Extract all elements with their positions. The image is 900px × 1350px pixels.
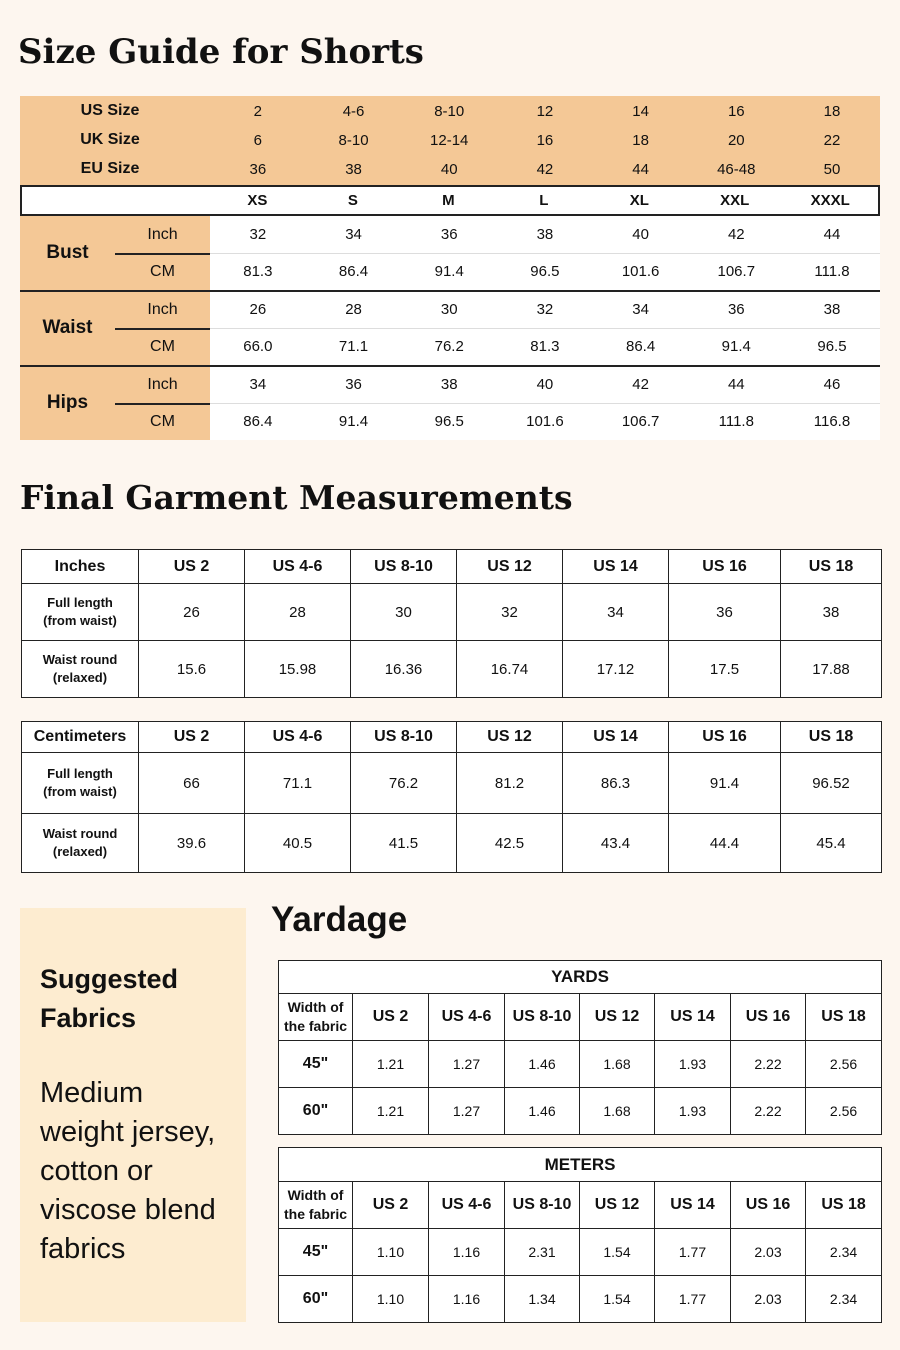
- bust-cm-cell: 106.7: [717, 263, 756, 280]
- uk-size-row: [20, 125, 880, 155]
- size-header: US 12: [580, 994, 655, 1041]
- waist-cm-cell: 91.4: [721, 338, 751, 355]
- table-caption-row: [279, 1148, 882, 1182]
- table-cell: 1.34: [505, 1276, 580, 1323]
- fabrics-text-line: cotton or: [40, 1155, 153, 1187]
- hips-label: Hips: [46, 392, 89, 413]
- table-cell: 1.16: [429, 1276, 505, 1323]
- table-cell: 1.10: [353, 1276, 429, 1323]
- table-cell: 2.56: [806, 1088, 882, 1135]
- yards-caption: YARDS: [279, 961, 882, 994]
- table-cell: 66: [139, 753, 245, 814]
- table-cell: 2.03: [731, 1276, 806, 1323]
- table-cell: 1.21: [353, 1088, 429, 1135]
- table-cell: 42.5: [457, 814, 563, 873]
- eu-size-cell: 44: [632, 160, 649, 178]
- bust-inch-row: [210, 216, 880, 253]
- size-header: US 2: [353, 994, 429, 1041]
- hips-inch-cell: 36: [345, 376, 362, 393]
- size-header: US 4-6: [429, 994, 505, 1041]
- hips-cm-cell: 91.4: [338, 413, 369, 430]
- letter-size-cell: XXL: [720, 192, 750, 209]
- bust-cm-cell: 91.4: [434, 263, 464, 280]
- table-cell: 1.16: [429, 1229, 505, 1276]
- size-header: US 16: [669, 722, 781, 753]
- table-row: [279, 1041, 882, 1088]
- inch-label: Inch: [147, 300, 178, 318]
- waist-inch-cell: 38: [823, 301, 841, 318]
- table-cell: 2.31: [505, 1229, 580, 1276]
- waist-inch-cell: 26: [249, 301, 267, 318]
- eu-size-cell: 38: [345, 160, 362, 178]
- fabrics-text-line: fabrics: [40, 1233, 126, 1265]
- eu-size-cell: 46-48: [717, 160, 756, 178]
- bust-cm-row: [210, 253, 880, 290]
- us-size-cell: 12: [536, 102, 554, 120]
- table-cell: 32: [457, 584, 563, 641]
- size-header: US 14: [563, 722, 669, 753]
- table-row: [279, 1276, 882, 1323]
- table-cell: 16.36: [351, 641, 457, 698]
- hips-inch-cell: 34: [249, 376, 267, 393]
- fabric-width-cell: 60": [279, 1088, 353, 1135]
- size-header: US 8-10: [351, 722, 457, 753]
- bust-inch-cell: 34: [345, 226, 362, 243]
- table-cell: 1.27: [429, 1088, 505, 1135]
- table-cell: 15.98: [245, 641, 351, 698]
- table-cell: 34: [563, 584, 669, 641]
- hips-inch-row: [210, 366, 880, 403]
- uk-size-cell: 20: [727, 131, 745, 149]
- table-cell: 1.46: [505, 1041, 580, 1088]
- uk-size-cell: 8-10: [338, 131, 369, 149]
- letter-size-cell: XL: [629, 192, 649, 209]
- table-cell: 1.93: [655, 1088, 731, 1135]
- us-size-label: US Size: [80, 102, 140, 119]
- row-label-line: Full length: [47, 766, 113, 782]
- bust-inch-cell: 32: [249, 226, 267, 243]
- table-cell: 45.4: [781, 814, 882, 873]
- table-cell: 38: [781, 584, 882, 641]
- meters-caption: METERS: [279, 1148, 882, 1182]
- full-length-label: [22, 584, 139, 641]
- table-cell: 40.5: [245, 814, 351, 873]
- us-size-cell: 16: [727, 102, 745, 120]
- waist-label: Waist: [42, 317, 93, 338]
- table-cell: 36: [669, 584, 781, 641]
- table-cell: 81.2: [457, 753, 563, 814]
- table-row: [22, 753, 882, 814]
- table-cell: 26: [139, 584, 245, 641]
- size-header: US 4-6: [245, 550, 351, 584]
- size-header: US 8-10: [505, 1182, 580, 1229]
- waist-inch-cell: 28: [345, 301, 362, 318]
- size-header: US 8-10: [505, 994, 580, 1041]
- fabrics-text-line: viscose blend: [40, 1194, 216, 1226]
- waist-group: [20, 291, 880, 365]
- waist-cm-cell: 76.2: [434, 338, 464, 355]
- table-row: [22, 584, 882, 641]
- eu-size-row: [20, 154, 880, 184]
- table-cell: 86.3: [563, 753, 669, 814]
- table-cell: 1.10: [353, 1229, 429, 1276]
- size-header: US 18: [806, 994, 882, 1041]
- width-header-line: the fabric: [283, 1018, 347, 1034]
- table-cell: 17.88: [781, 641, 882, 698]
- size-header: US 14: [655, 994, 731, 1041]
- table-header-row: [279, 994, 882, 1041]
- waist-round-label: [22, 814, 139, 873]
- bust-cm-cell: 86.4: [338, 263, 369, 280]
- yardage-yards-table: [278, 960, 882, 1135]
- suggested-fabrics-panel: [20, 908, 246, 1322]
- row-label-line: (relaxed): [52, 844, 108, 859]
- size-header: US 18: [781, 550, 882, 584]
- table-cell: 17.5: [669, 641, 781, 698]
- row-label-line: Waist round: [42, 652, 118, 668]
- size-guide-title: Size Guide for Shorts: [18, 32, 424, 72]
- bust-group: [20, 216, 880, 290]
- hips-inch-cell: 38: [440, 376, 458, 393]
- size-header: US 16: [669, 550, 781, 584]
- uk-size-cell: 6: [253, 131, 263, 149]
- row-label-line: Waist round: [42, 826, 118, 842]
- size-header: US 16: [731, 994, 806, 1041]
- table-cell: 30: [351, 584, 457, 641]
- width-header: [279, 994, 353, 1041]
- waist-round-label: [22, 641, 139, 698]
- size-header: US 4-6: [429, 1182, 505, 1229]
- table-cell: 2.56: [806, 1041, 882, 1088]
- waist-cm-cell: 81.3: [530, 338, 560, 355]
- bust-cm-cell: 81.3: [243, 263, 273, 280]
- table-cell: 1.77: [655, 1229, 731, 1276]
- table-cell: 28: [245, 584, 351, 641]
- waist-inch-cell: 36: [727, 301, 745, 318]
- table-cell: 71.1: [245, 753, 351, 814]
- size-guide-table: [20, 96, 880, 440]
- table-cell: 76.2: [351, 753, 457, 814]
- eu-size-cell: 36: [249, 160, 267, 178]
- letter-size-cell: L: [539, 192, 549, 209]
- waist-cm-cell: 66.0: [243, 338, 273, 355]
- table-cell: 1.46: [505, 1088, 580, 1135]
- table-cell: 1.68: [580, 1041, 655, 1088]
- us-size-row: [20, 96, 880, 126]
- bust-label: Bust: [46, 242, 89, 263]
- table-cell: 16.74: [457, 641, 563, 698]
- hips-inch-cell: 40: [536, 376, 554, 393]
- waist-inch-cell: 30: [440, 301, 458, 318]
- unit-header: Inches: [22, 550, 139, 584]
- cm-label: CM: [150, 262, 175, 280]
- us-size-cell: 4-6: [342, 102, 365, 120]
- inch-label: Inch: [147, 225, 178, 243]
- waist-cm-cell: 96.5: [817, 338, 847, 355]
- table-cell: 17.12: [563, 641, 669, 698]
- size-header: US 2: [353, 1182, 429, 1229]
- size-header: US 18: [781, 722, 882, 753]
- fabrics-text-line: Medium: [40, 1077, 144, 1109]
- letter-size-cell: XS: [247, 192, 268, 209]
- hips-cm-cell: 111.8: [718, 413, 754, 430]
- unit-header: Centimeters: [22, 722, 139, 753]
- eu-size-label: EU Size: [80, 160, 140, 177]
- table-row: [22, 814, 882, 873]
- uk-size-cell: 16: [536, 131, 554, 149]
- bust-inch-cell: 40: [632, 226, 649, 243]
- eu-size-cell: 40: [440, 160, 458, 178]
- body-measurements: [20, 216, 880, 440]
- width-header: [279, 1182, 353, 1229]
- table-cell: 43.4: [563, 814, 669, 873]
- hips-cm-row: [210, 403, 880, 440]
- fabrics-title-line: Suggested: [40, 964, 179, 994]
- table-cell: 1.54: [580, 1229, 655, 1276]
- row-label-line: (relaxed): [52, 670, 108, 685]
- us-size-cell: 18: [823, 102, 841, 120]
- waist-inch-cell: 32: [536, 301, 554, 318]
- waist-inch-cell: 34: [632, 301, 649, 318]
- waist-cm-row: [210, 328, 880, 365]
- table-caption-row: [279, 961, 882, 994]
- table-row: [22, 641, 882, 698]
- width-header-line: Width of: [287, 999, 344, 1016]
- table-cell: 39.6: [139, 814, 245, 873]
- table-cell: 44.4: [669, 814, 781, 873]
- bust-inch-cell: 42: [727, 226, 745, 243]
- eu-size-cell: 42: [536, 160, 554, 178]
- bust-cm-cell: 101.6: [621, 263, 660, 280]
- size-header: US 4-6: [245, 722, 351, 753]
- garment-title: Final Garment Measurements: [20, 478, 573, 517]
- row-label-line: (from waist): [43, 613, 117, 628]
- hips-cm-cell: 116.8: [813, 413, 851, 430]
- hips-cm-cell: 101.6: [526, 413, 564, 430]
- yardage-title: Yardage: [271, 900, 408, 939]
- garment-centimeters-table: [21, 721, 882, 873]
- table-cell: 1.21: [353, 1041, 429, 1088]
- waist-cm-cell: 71.1: [338, 338, 369, 355]
- size-header: US 2: [139, 550, 245, 584]
- table-cell: 1.93: [655, 1041, 731, 1088]
- cm-label: CM: [150, 337, 175, 355]
- hips-group: [20, 366, 880, 440]
- table-cell: 1.77: [655, 1276, 731, 1323]
- bust-cm-cell: 96.5: [530, 263, 560, 280]
- size-header: US 14: [655, 1182, 731, 1229]
- width-header-line: the fabric: [283, 1206, 347, 1222]
- table-header-row: [22, 722, 882, 753]
- size-header: US 12: [580, 1182, 655, 1229]
- table-row: [279, 1088, 882, 1135]
- table-row: [279, 1229, 882, 1276]
- hips-cm-cell: 96.5: [434, 413, 464, 430]
- row-label-line: (from waist): [43, 784, 117, 799]
- table-header-row: [22, 550, 882, 584]
- inch-label: Inch: [147, 375, 178, 393]
- table-cell: 2.22: [731, 1041, 806, 1088]
- bust-inch-cell: 38: [536, 226, 554, 243]
- fabrics-title-line: Fabrics: [40, 1003, 137, 1033]
- cm-label: CM: [150, 412, 175, 430]
- uk-size-cell: 22: [823, 131, 841, 149]
- bust-inch-cell: 36: [440, 226, 458, 243]
- hips-cm-cell: 86.4: [243, 413, 273, 430]
- table-cell: 41.5: [351, 814, 457, 873]
- size-header: US 12: [457, 722, 563, 753]
- size-header: US 18: [806, 1182, 882, 1229]
- size-header: US 16: [731, 1182, 806, 1229]
- width-header-line: Width of: [287, 1187, 344, 1204]
- uk-size-cell: 18: [632, 131, 649, 149]
- eu-size-cell: 50: [823, 160, 841, 178]
- bust-inch-cell: 44: [823, 226, 841, 243]
- size-header: US 14: [563, 550, 669, 584]
- waist-cm-cell: 86.4: [625, 338, 656, 355]
- table-cell: 1.68: [580, 1088, 655, 1135]
- us-size-cell: 2: [253, 102, 263, 120]
- fabric-width-cell: 60": [279, 1276, 353, 1323]
- letter-size-cell: M: [442, 192, 455, 209]
- fabrics-title: [40, 960, 240, 1038]
- row-label-line: Full length: [47, 595, 113, 611]
- hips-cm-cell: 106.7: [621, 413, 660, 430]
- table-cell: 1.27: [429, 1041, 505, 1088]
- table-cell: 1.54: [580, 1276, 655, 1323]
- table-cell: 91.4: [669, 753, 781, 814]
- yardage-meters-table: [278, 1147, 882, 1323]
- table-cell: 96.52: [781, 753, 882, 814]
- hips-inch-cell: 46: [823, 376, 841, 393]
- size-header: US 12: [457, 550, 563, 584]
- table-cell: 15.6: [139, 641, 245, 698]
- us-size-cell: 8-10: [434, 102, 465, 120]
- letter-size-row: [20, 185, 880, 216]
- size-header: US 8-10: [351, 550, 457, 584]
- table-cell: 2.03: [731, 1229, 806, 1276]
- table-header-row: [279, 1182, 882, 1229]
- waist-inch-row: [210, 291, 880, 328]
- fabrics-description: [40, 1074, 244, 1269]
- full-length-label: [22, 753, 139, 814]
- table-cell: 2.34: [806, 1276, 882, 1323]
- size-header: US 2: [139, 722, 245, 753]
- letter-size-cell: XXXL: [810, 192, 850, 209]
- hips-inch-cell: 44: [727, 376, 745, 393]
- garment-inches-table: [21, 549, 882, 698]
- bust-cm-cell: 111.8: [814, 263, 850, 280]
- fabric-width-cell: 45": [279, 1041, 353, 1088]
- uk-size-label: UK Size: [80, 131, 140, 148]
- fabrics-text-line: weight jersey,: [40, 1116, 216, 1148]
- fabric-width-cell: 45": [279, 1229, 353, 1276]
- table-cell: 2.22: [731, 1088, 806, 1135]
- us-size-cell: 14: [632, 102, 649, 120]
- hips-inch-cell: 42: [632, 376, 649, 393]
- table-cell: 2.34: [806, 1229, 882, 1276]
- letter-size-cell: S: [347, 192, 358, 209]
- uk-size-cell: 12-14: [430, 131, 469, 149]
